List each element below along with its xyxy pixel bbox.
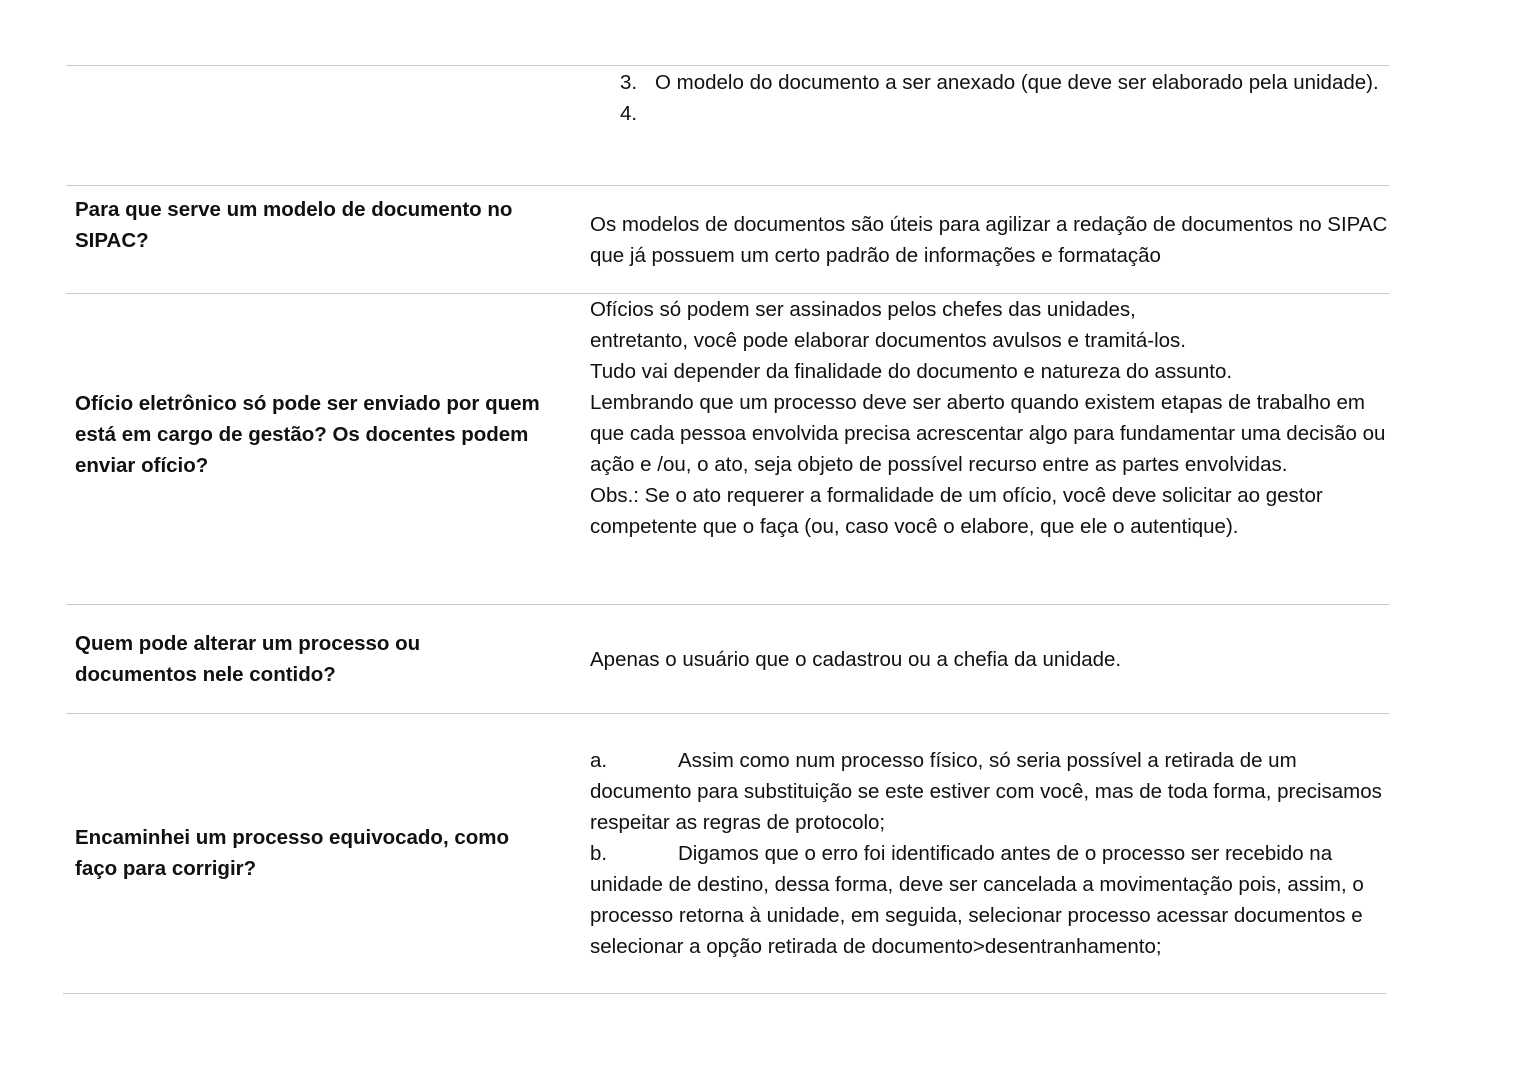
question-cell: Ofício eletrônico só pode ser enviado por quem está em cargo de gestão? Os docentes podem enviar ofício?	[75, 392, 540, 477]
answer-line: Ofícios só podem ser assinados pelos chefes das unidades,	[590, 298, 1136, 321]
table-rule	[66, 713, 1389, 714]
question-cell: Encaminhei um processo equivocado, como faço para corrigir?	[75, 826, 510, 880]
table-rule	[66, 185, 1389, 186]
answer-line: entretanto, você pode elaborar documentos avulsos e tramitá-los.	[590, 329, 1186, 352]
answer-cell: Os modelos de documentos são úteis para agilizar a redação de documentos no SIPAC que já possuem um certo padrão de informações e formatação	[590, 213, 1388, 267]
list-item	[620, 98, 1380, 129]
item-letter: a.	[590, 749, 608, 772]
question-cell: Quem pode alterar um processo ou documentos nele contido?	[75, 632, 421, 686]
answer-cell	[590, 294, 1390, 542]
table-rule-top	[66, 65, 1389, 66]
table-rule-bottom	[63, 993, 1386, 994]
answer-line: Obs.: Se o ato requerer a formalidade de um ofício, você deve solicitar ao gestor competente que o faça (ou, caso você o elabore, que ele o autentique).	[590, 484, 1323, 538]
numbered-list	[620, 67, 1380, 129]
item-text: Assim como num processo físico, só seria possível a retirada de um documento para substituição se este estiver com você, mas de toda forma, precisamos respeitar as regras de protocolo;	[590, 749, 1382, 834]
list-number: 4.	[620, 102, 638, 125]
answer-line: Lembrando que um processo deve ser aberto quando existem etapas de trabalho em que cada pessoa envolvida precisa acrescentar algo para fundamentar uma decisão ou ação e /ou, o ato, seja objeto de possível recurso entre as partes envolvidas.	[590, 391, 1386, 476]
answer-cell	[590, 745, 1390, 962]
answer-cell: Apenas o usuário que o cadastrou ou a chefia da unidade.	[590, 648, 1122, 671]
list-number: 3.	[620, 71, 638, 94]
list-text: O modelo do documento a ser anexado (que deve ser elaborado pela unidade).	[655, 71, 1379, 94]
table-rule	[66, 604, 1389, 605]
question-cell: Para que serve um modelo de documento no SIPAC?	[75, 198, 513, 252]
lettered-item	[590, 838, 1390, 962]
answer-line: Tudo vai depender da finalidade do documento e natureza do assunto.	[590, 360, 1233, 383]
lettered-item	[590, 745, 1390, 838]
list-item	[620, 67, 1380, 98]
item-letter: b.	[590, 842, 608, 865]
item-text: Digamos que o erro foi identificado antes de o processo ser recebido na unidade de destino, dessa forma, deve ser cancelada a movimentação pois, assim, o processo retorna à unidade, em seguida, selecionar processo acessar documentos e selecionar a opção retirada de documento>desentranhamento;	[590, 842, 1364, 958]
